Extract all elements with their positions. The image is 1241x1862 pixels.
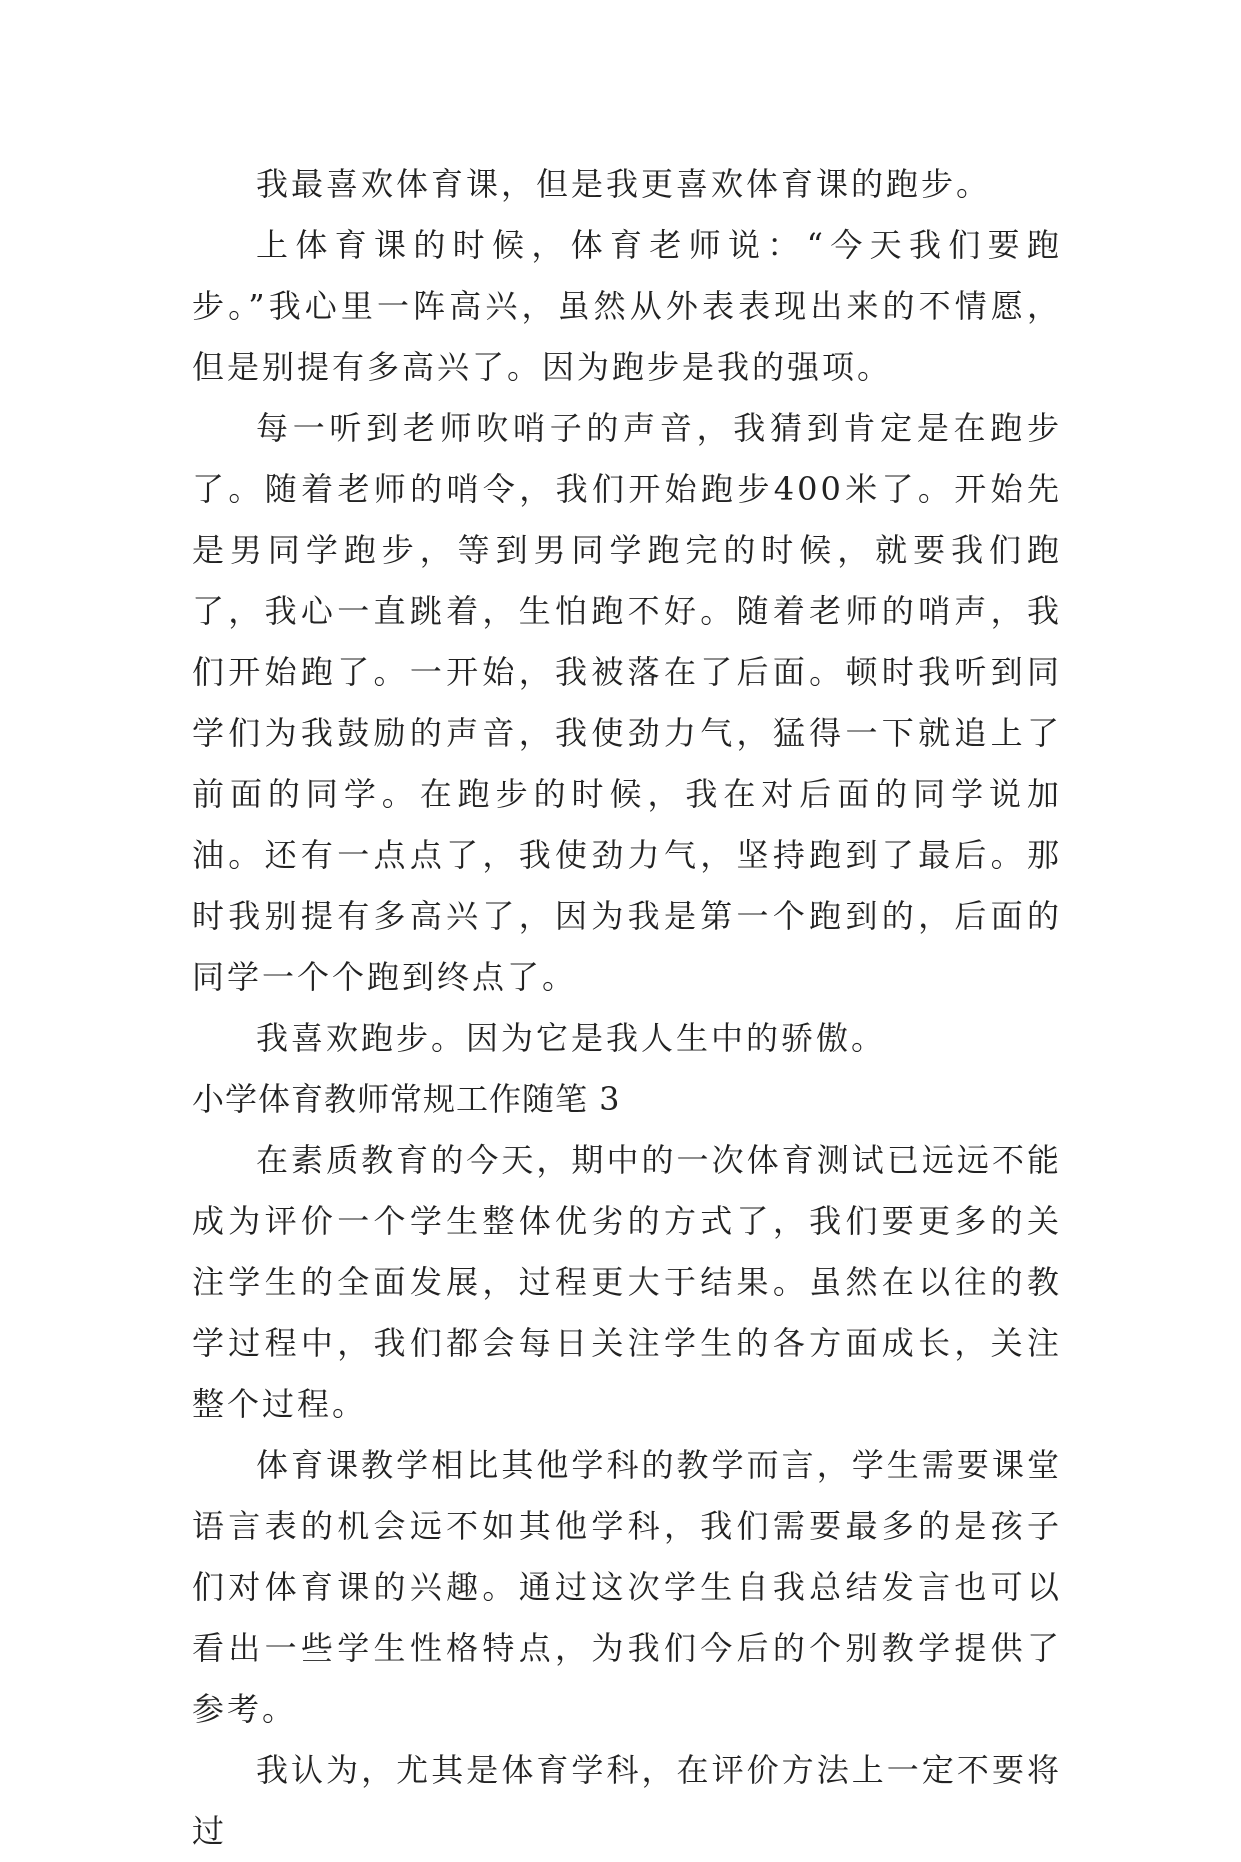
paragraph-6: 体育课教学相比其他学科的教学而言，学生需要课堂语言表的机会远不如其他学科，我们需要最多的是孩子们对体育课的兴趣。通过这次学生自我总结发言也可以看出一些学生性格特点，为我们今后的个别教学提供了参考。: [192, 1446, 1062, 1728]
paragraph-3: 每一听到老师吹哨子的声音，我猜到肯定是在跑步了。随着老师的哨令，我们开始跑步400米了。开始先是男同学跑步，等到男同学跑完的时候，就要我们跑了，我心一直跳着，生怕跑不好。随着老师的哨声，我们开始跑了。一开始，我被落在了后面。顿时我听到同学们为我鼓励的声音，我使劲力气，猛得一下就追上了前面的同学。在跑步的时候，我在对后面的同学说加油。还有一点点了，我使劲力气，坚持跑到了最后。那时我别提有多高兴了，因为我是第一个跑到的，后面的同学一个个跑到终点了。: [192, 409, 1062, 996]
paragraph-1: 我最喜欢体育课，但是我更喜欢体育课的跑步。: [256, 165, 992, 203]
paragraph-5: 在素质教育的今天，期中的一次体育测试已远远不能成为评价一个学生整体优劣的方式了，我们要更多的关注学生的全面发展，过程更大于结果。虽然在以往的教学过程中，我们都会每日关注学生的各方面成长，关注整个过程。: [192, 1141, 1062, 1423]
section-heading: 小学体育教师常规工作随笔 3: [192, 1080, 621, 1118]
paragraph-4: 我喜欢跑步。因为它是我人生中的骄傲。: [256, 1019, 887, 1057]
document-body: [192, 154, 1062, 1862]
paragraph-7: 我认为，尤其是体育学科，在评价方法上一定不要将过: [192, 1751, 1062, 1850]
paragraph-2: 上体育课的时候，体育老师说：“今天我们要跑步。”我心里一阵高兴，虽然从外表表现出来的不情愿，但是别提有多高兴了。因为跑步是我的强项。: [192, 226, 1062, 386]
